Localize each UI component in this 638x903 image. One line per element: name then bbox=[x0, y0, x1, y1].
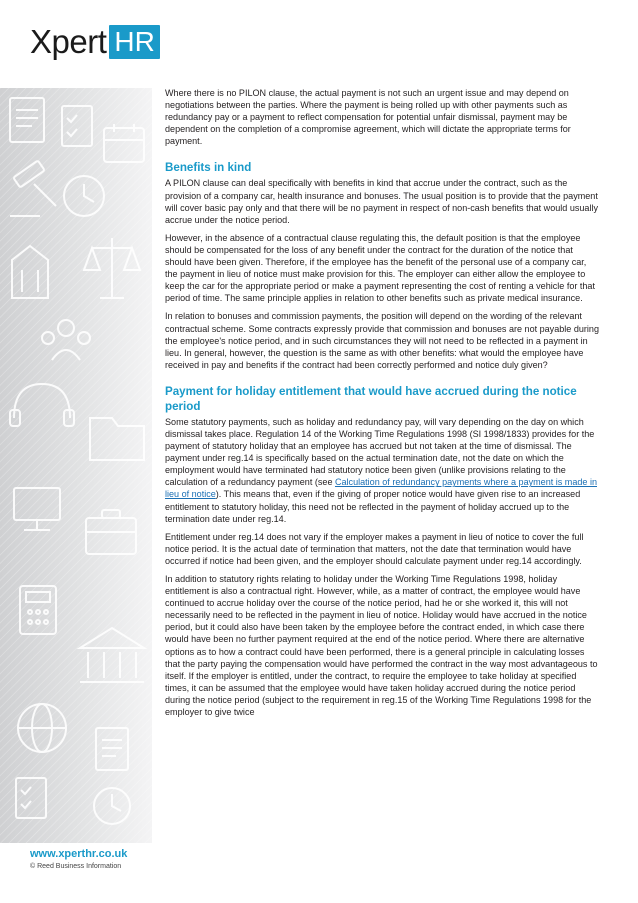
holiday-heading: Payment for holiday entitlement that would have accrued during the notice period bbox=[165, 384, 577, 413]
xperthr-logo bbox=[30, 22, 160, 62]
main-content bbox=[165, 87, 601, 724]
logo-text: Xpert bbox=[30, 23, 107, 60]
redundancy-calculation-link[interactable]: Calculation of redundancy payments where a payment is made in lieu of notice bbox=[165, 477, 597, 500]
holiday-paragraph-3: In addition to statutory rights relating to holiday under the Working Time Regulations 1998, holiday entitlement is also a contractual right. However, while, as a matter of contract, the employee would have continued to accrue holiday over the course of the notice period, had he or she worked it, this will not necessarily need to be reflected in the payment in lieu of notice. Holiday would have accrued in the notice period, but it could also have been taken by the employee before the contract ended, in which case there would have been no further payment required at the end of the notice period. Where there are alternative options as to how a contract could have been performed, there is a general principle in calculating losses that the party paying the compensation would have performed the contract in the way most advantageous to itself. If the employer is entitled, under the contract, to require the employee to take holiday at specified times, it can be assumed that the employee would have taken holiday accrued during the notice period during the notice period (subject to the requirement in reg.15 of the Working Time Regulations 1998 for the employer to give twice bbox=[165, 574, 598, 718]
benefits-paragraph-3: In relation to bonuses and commission payments, the position will depend on the wording of the relevant contractual scheme. Some contracts expressly provide that commission and bonuses are not payable during the employee's notice period, and in such circumstances they will not need to be reflected in a payment in lieu. In general, however, the question is the same as with other benefits: what would the employee have received in pay and benefits if the contract had been correctly performed and notice duly given? bbox=[165, 311, 599, 370]
page-footer bbox=[30, 848, 127, 872]
benefits-paragraph-1: A PILON clause can deal specifically with benefits in kind that accrue under the contract, such as the provision of a company car, health insurance and bonuses. The usual position is to provide that the payment will cover basic pay only and that there will be no payment in respect of non-cash benefits that would usually accrue under the notice period. bbox=[165, 178, 598, 225]
footer-website-link[interactable]: www.xperthr.co.uk bbox=[30, 848, 128, 860]
holiday-paragraph-2: Entitlement under reg.14 does not vary if the employer makes a payment in lieu of notice to cover the full notice period. It is the actual date of termination that matters, not the date that termination would have occurred if notice had been given, and the employer should calculate payment under reg.14 accordingly. bbox=[165, 531, 584, 566]
footer-copyright: © Reed Business Information bbox=[30, 863, 122, 870]
benefits-heading: Benefits in kind bbox=[165, 161, 252, 175]
intro-paragraph: Where there is no PILON clause, the actual payment is not such an urgent issue and may depend on negotiations between the parties. Where the payment is being rolled up with other payments such as redundancy pay or a payment to reflect compensation for potential unfair dismissal, payment may be dependent on the completion of a compromise agreement, which will dictate the appropriate terms for payment. bbox=[165, 88, 571, 147]
holiday-p1-text-after: ). This means that, even if the giving of proper notice would have given rise to an increased entitlement to statutory holiday, this need not be reflected in the payment of holiday accrued up to the termination date under reg.14. bbox=[165, 489, 581, 524]
holiday-paragraph-1 bbox=[165, 416, 601, 525]
holiday-p1-text-before: Some statutory payments, such as holiday and redundancy pay, will vary depending on the day on which dismissal takes place. Regulation 14 of the Working Time Regulations 1998 (SI 1998/1833) provides for the payment of statutory holiday that an employee has accrued but not taken at the time of dismissal. The payment under reg.14 is specifically based on the actual termination date, not the date on which the employment would have terminated had statutory notice been given (unlike provisions relating to the calculation of a redundancy payment (see bbox=[165, 416, 595, 488]
decorative-icon-strip bbox=[0, 88, 152, 843]
benefits-paragraph-2: However, in the absence of a contractual clause regulating this, the default position is that the employee should be compensated for the loss of any benefit under the contract for the duration of the notice that should have been given. Therefore, if the employee has the benefit of the personal use of a company car, the payment in lieu of notice must make provision for this. The employer can either allow the employee to keep the car for the appropriate period or make a payment representing the cost of renting a vehicle for that period of time. The same principle applies in relation to other benefits such as private medical insurance. bbox=[165, 232, 595, 304]
logo-hr-badge: HR bbox=[109, 25, 159, 59]
